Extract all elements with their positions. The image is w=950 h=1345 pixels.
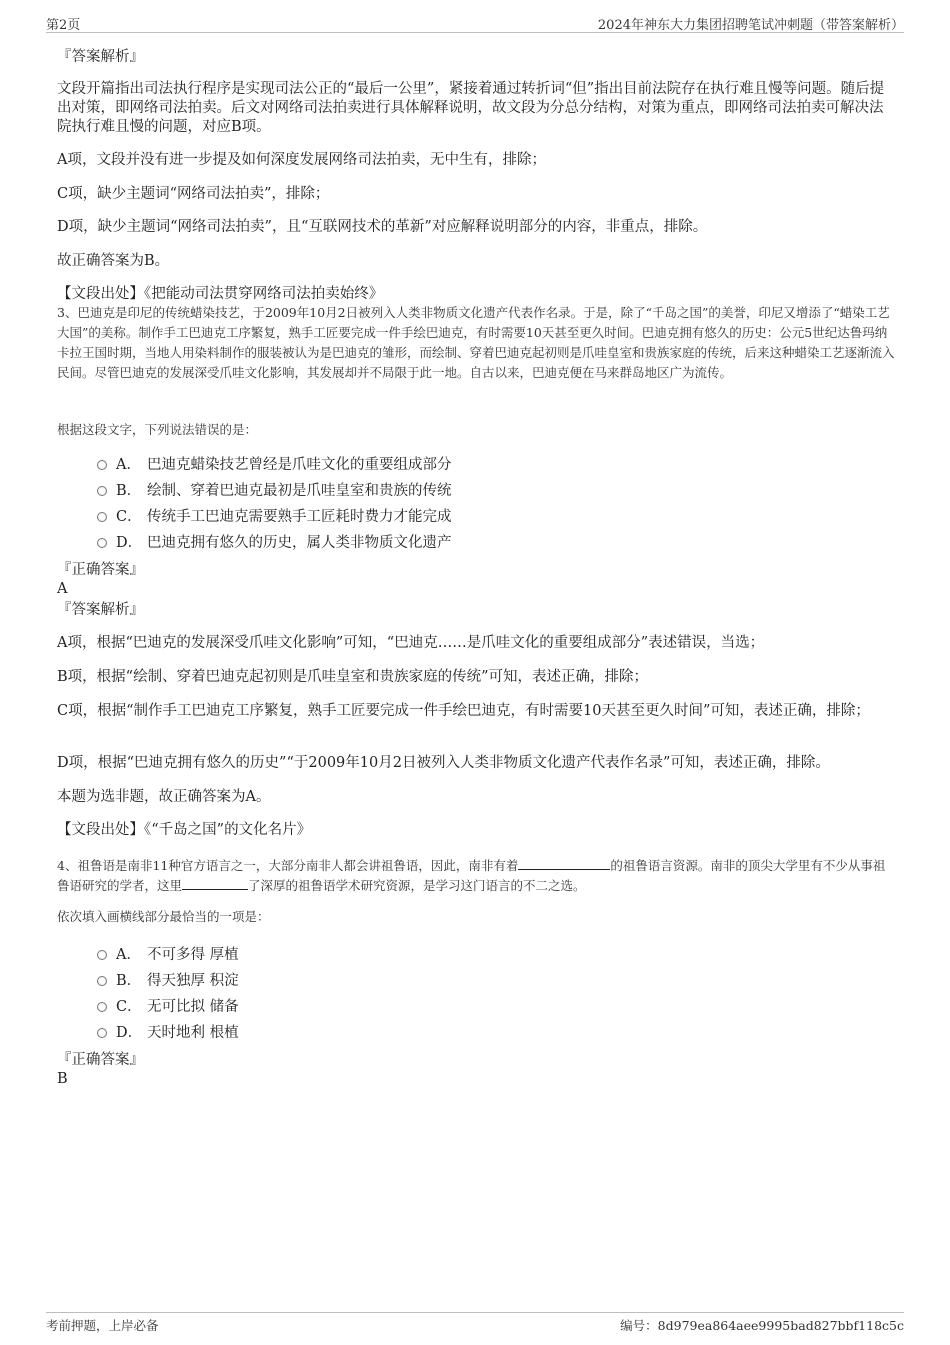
page-footer xyxy=(46,1312,904,1333)
q4-stem: 4、祖鲁语是南非11种官方语言之一，大部分南非人都会讲祖鲁语，因此，南非有着 的祖鲁语言资源。南非的顶尖大学里有不少从事祖鲁语研究的学者，这里 了深厚的祖鲁语学术研究资源，是学习这门语言的不二之选。 xyxy=(57,858,886,893)
option-letter: A． xyxy=(116,947,141,963)
q2-analysis-a: A项，文段并没有进一步提及如何深度发展网络司法拍卖，无中生有，排除； xyxy=(57,152,546,168)
q4-option-c[interactable] xyxy=(97,998,239,1016)
radio-icon[interactable] xyxy=(97,538,107,548)
q2-analysis-d: D项，缺少主题词“网络司法拍卖”，且“互联网技术的革新”对应解释说明部分的内容，非重点，排除。 xyxy=(57,219,708,235)
option-text: 巴迪克蜡染技艺曾经是爪哇文化的重要组成部分 xyxy=(147,457,452,473)
q3-analysis-c: C项，根据“制作手工巴迪克工序繁复，熟手工匠要完成一件手绘巴迪克，有时需要10天甚至更久时间”可知，表述正确，排除； xyxy=(57,703,870,719)
option-text: 传统手工巴迪克需要熟手工匠耗时费力才能完成 xyxy=(147,509,452,525)
option-letter: A． xyxy=(116,457,141,473)
q2-analysis-label: 『答案解析』 xyxy=(57,49,144,65)
blank-1 xyxy=(518,857,610,870)
option-letter: C． xyxy=(116,999,142,1015)
radio-icon[interactable] xyxy=(97,486,107,496)
q3-option-c[interactable] xyxy=(97,508,452,526)
q3-answer-label: 『正确答案』 xyxy=(57,562,144,578)
q4-question: 依次填入画横线部分最恰当的一项是： xyxy=(57,909,270,924)
page-header xyxy=(46,14,904,33)
option-letter: D． xyxy=(116,535,143,551)
document-title: 2024年神东大力集团招聘笔试冲刺题（带答案解析） xyxy=(597,18,904,33)
radio-icon[interactable] xyxy=(97,950,107,960)
q3-analysis-d: D项，根据“巴迪克拥有悠久的历史”“于2009年10月2日被列入人类非物质文化遗产代表作名录”可知，表述正确，排除。 xyxy=(57,755,830,771)
q2-analysis-paragraph: 文段开篇指出司法执行程序是实现司法公正的“最后一公里”，紧接着通过转折词“但”指出目前法院存在执行难且慢等问题。随后提出对策，即网络司法拍卖。后文对网络司法拍卖进行具体解释说明，故文段为分总分结构，对策为重点，即网络司法拍卖可解决法院执行难且慢的问题，对应B项。 xyxy=(57,81,885,135)
radio-icon[interactable] xyxy=(97,460,107,470)
option-letter: B． xyxy=(116,483,142,499)
radio-icon[interactable] xyxy=(97,1028,107,1038)
q2-analysis-c: C项，缺少主题词“网络司法拍卖”，排除； xyxy=(57,186,330,202)
q4-option-a[interactable] xyxy=(97,946,239,964)
q2-conclusion: 故正确答案为B。 xyxy=(57,253,170,269)
blank-2 xyxy=(182,877,248,890)
document-id: 编号：8d979ea864aee9995bad827bbf118c5c xyxy=(620,1318,904,1333)
q3-source: 【文段出处】《“千岛之国”的文化名片》 xyxy=(57,822,312,838)
q3-analysis-b: B项，根据“绘制、穿着巴迪克起初则是爪哇皇室和贵族家庭的传统”可知，表述正确，排除； xyxy=(57,669,648,685)
q3-analysis-a: A项，根据“巴迪克的发展深受爪哇文化影响”可知，“巴迪克……是爪哇文化的重要组成部分”表述错误，当选； xyxy=(57,635,765,651)
q4-option-b[interactable] xyxy=(97,972,239,990)
radio-icon[interactable] xyxy=(97,976,107,986)
q2-source: 【文段出处】《把能动司法贯穿网络司法拍卖始终》 xyxy=(57,286,384,302)
q3-question: 根据这段文字，下列说法错误的是： xyxy=(57,422,258,437)
option-text: 巴迪克拥有悠久的历史，属人类非物质文化遗产 xyxy=(147,535,452,551)
q3-option-a[interactable] xyxy=(97,456,452,474)
option-text: 无可比拟 储备 xyxy=(147,999,239,1015)
radio-icon[interactable] xyxy=(97,1002,107,1012)
q3-option-b[interactable] xyxy=(97,482,452,500)
option-letter: D． xyxy=(116,1025,143,1041)
option-letter: C． xyxy=(116,509,142,525)
q3-analysis-label: 『答案解析』 xyxy=(57,602,144,618)
footer-slogan: 考前押题，上岸必备 xyxy=(46,1318,159,1333)
option-text: 绘制、穿着巴迪克最初是爪哇皇室和贵族的传统 xyxy=(147,483,452,499)
q3-answer: A xyxy=(57,581,68,597)
page-number: 第2页 xyxy=(46,18,81,33)
radio-icon[interactable] xyxy=(97,512,107,522)
q4-answer: B xyxy=(57,1071,68,1087)
q3-option-d[interactable] xyxy=(97,534,452,552)
q3-stem: 3、巴迪克是印尼的传统蜡染技艺，于2009年10月2日被列入人类非物质文化遗产代表作名录。于是，除了“千岛之国”的美誉，印尼又增添了“蜡染工艺大国”的美称。制作手工巴迪克工序繁复，熟手工匠要完成一件手绘巴迪克，有时需要10天甚至更久时间。巴迪克拥有悠久的历史：公元5世纪达鲁玛纳卡拉王国时期，当地人用染料制作的服装被认为是巴迪克的雏形，而绘制、穿着巴迪克起初则是爪哇皇室和贵族家庭的传统，后来这种蜡染工艺逐渐流入民间。尽管巴迪克的发展深受爪哇文化影响，其发展却并不局限于此一地。自古以来，巴迪克便在马来群岛地区广为流传。 xyxy=(57,305,895,380)
q4-answer-label: 『正确答案』 xyxy=(57,1052,144,1068)
option-text: 天时地利 根植 xyxy=(147,1025,239,1041)
option-letter: B． xyxy=(116,973,142,989)
option-text: 得天独厚 积淀 xyxy=(147,973,239,989)
q4-option-d[interactable] xyxy=(97,1024,239,1042)
option-text: 不可多得 厚植 xyxy=(147,947,239,963)
q3-conclusion: 本题为选非题，故正确答案为A。 xyxy=(57,789,271,805)
